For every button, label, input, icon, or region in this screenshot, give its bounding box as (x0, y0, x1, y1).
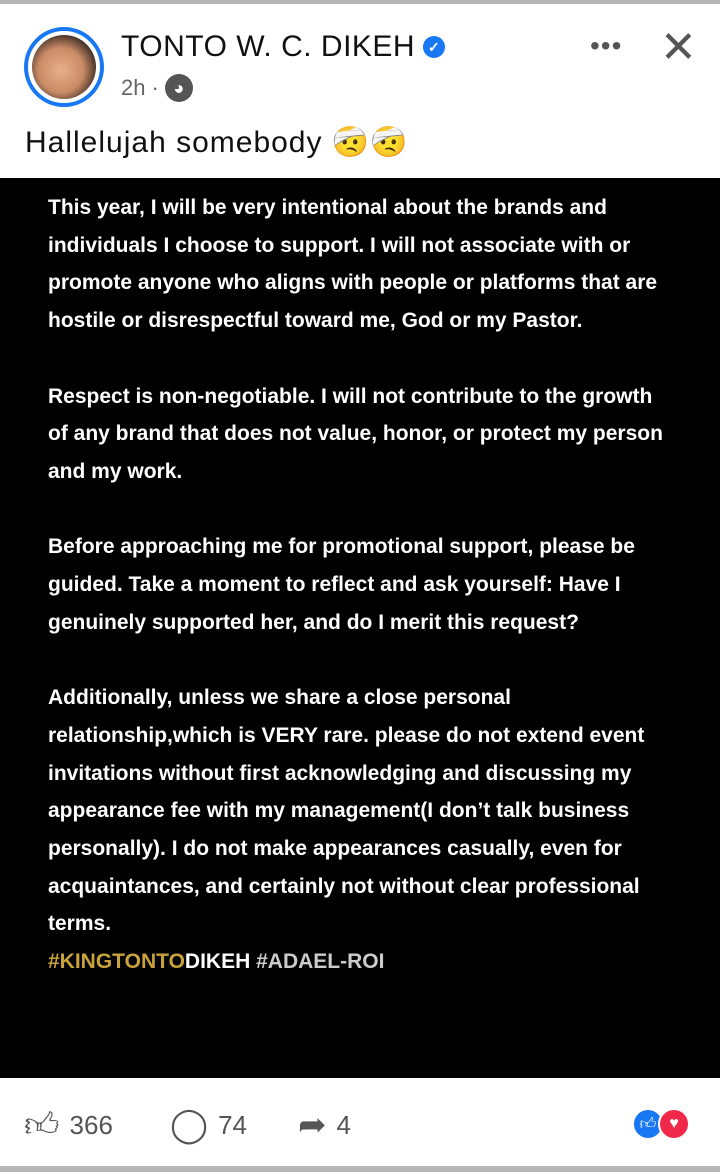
hashtag-gold: #KINGTONTO (48, 950, 185, 974)
hashtag-adael: #ADAEL-ROI (250, 950, 385, 974)
paragraph: Respect is non-negotiable. I will not contribute to the growth of any brand that does not value, honor, or protect my person and my work. (48, 384, 663, 483)
love-reaction-icon: ♥ (658, 1108, 690, 1140)
separator: · (151, 75, 159, 100)
comment-count: 74 (218, 1109, 247, 1140)
author-name[interactable] (121, 30, 445, 64)
verified-badge-icon: ✓ (423, 36, 445, 58)
reactions[interactable] (632, 1108, 690, 1140)
share-button[interactable] (298, 1105, 351, 1145)
avatar[interactable] (24, 27, 104, 107)
post-meta (121, 74, 193, 102)
paragraph: Before approaching me for promotional support, please be guided. Take a moment to reflect and ask yourself: Have I genuinely supported her, and do I merit this request? (48, 535, 635, 634)
action-bar (0, 1095, 720, 1155)
more-options-icon[interactable]: ••• (590, 30, 623, 61)
author-name-text[interactable]: TONTO W. C. DIKEH (121, 30, 416, 63)
close-icon[interactable]: ✕ (660, 23, 697, 72)
thumbs-up-icon: 👍︎ (24, 1105, 60, 1144)
like-reaction-icon: 👍︎ (632, 1108, 664, 1140)
paragraph: Additionally, unless we share a close personal relationship,which is VERY rare. please do not extend event invitations without first acknowledging and discussing my appearance fee with my management(I don’t talk business personally). I do not make appearances casually, even for acquaintances, and certainly not without clear professional terms. (48, 686, 645, 936)
like-count: 366 (69, 1109, 113, 1140)
top-divider (0, 0, 720, 4)
share-count: 4 (336, 1109, 351, 1140)
paragraph: This year, I will be very intentional about the brands and individuals I choose to support. I will not associate with or promote anyone who aligns with people or platforms that are hostile or disrespectful toward me, God or my Pastor. (48, 196, 658, 333)
comment-icon: ◯ (170, 1106, 209, 1144)
post-caption: Hallelujah somebody 🤕🤕 (25, 126, 409, 159)
hashtags (48, 943, 672, 981)
comment-button[interactable] (170, 1105, 247, 1145)
like-button[interactable] (24, 1105, 113, 1146)
post-time[interactable]: 2h (121, 75, 146, 100)
bottom-divider (0, 1166, 720, 1172)
share-icon: ➦ (298, 1106, 327, 1144)
post-image-text (0, 178, 720, 1078)
globe-icon: ◕ (165, 74, 193, 102)
profile-photo (32, 35, 96, 99)
hashtag-white: DIKEH (184, 950, 251, 974)
